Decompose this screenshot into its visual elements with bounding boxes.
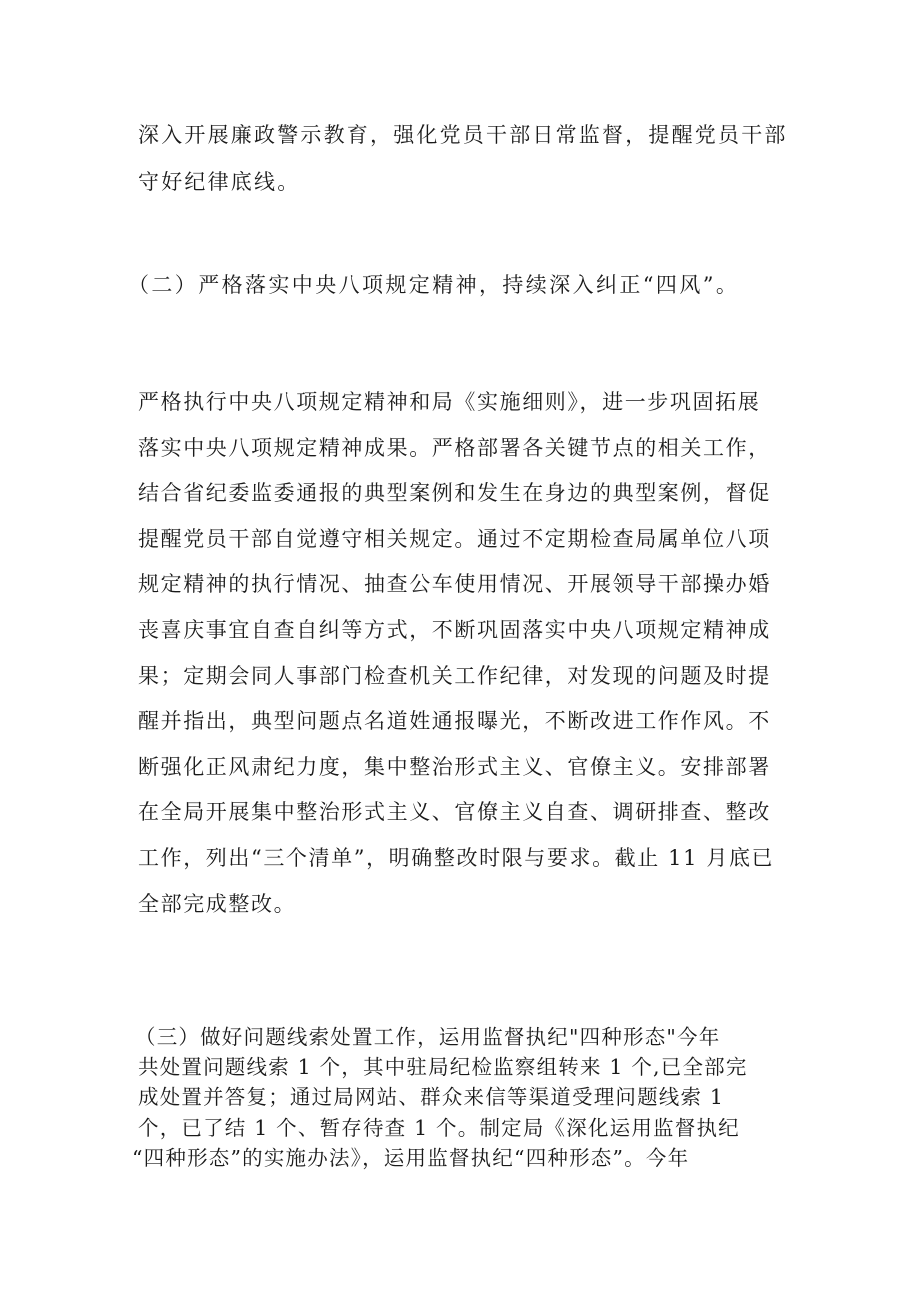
- section-heading-eight-regulations: [128, 262, 798, 309]
- heading-text: （二）严格落实中央八项规定精神，持续深入纠正“四风”。: [128, 273, 740, 297]
- paragraph-eight-regulations: [138, 380, 798, 927]
- text-line: 规定精神的执行情况、抽查公车使用情况、开展领导干部操办婚: [138, 572, 771, 597]
- text-line: 在全局开展集中整治形式主义、官僚主义自查、调研排查、整改: [138, 800, 771, 825]
- text-line: 落实中央八项规定精神成果。严格部署各关键节点的相关工作，: [138, 435, 771, 460]
- text-line: 个，已了结 1 个、暂存待查 1 个。制定局《深化运用监督执纪: [138, 1115, 740, 1140]
- text-line: 醒并指出，典型问题点名道姓通报曝光，不断改进工作作风。不: [138, 709, 771, 734]
- text-line: 结合省纪委监委通报的典型案例和发生在身边的典型案例，督促: [138, 481, 771, 506]
- text-line: 断强化正风肃纪力度，集中整治形式主义、官僚主义。安排部署: [138, 754, 771, 779]
- text-line: 提醒党员干部自觉遵守相关规定。通过不定期检查局属单位八项: [138, 526, 771, 551]
- text-line: 共处置问题线索 1 个，其中驻局纪检监察组转来 1 个,已全部完: [138, 1055, 748, 1080]
- text-line: 严格执行中央八项规定精神和局《实施细则》，进一步巩固拓展: [138, 390, 761, 414]
- paragraph-problem-clues: [132, 1022, 798, 1173]
- text-line: 成处置并答复；通过局网站、群众来信等渠道受理问题线索 1: [138, 1085, 725, 1110]
- text-line: 丧喜庆事宜自查自纠等方式，不断巩固落实中央八项规定精神成: [138, 617, 771, 642]
- text-line: 果；定期会同人事部门检查机关工作纪律，对发现的问题及时提: [138, 663, 771, 688]
- text-line: （三）做好问题线索处置工作，运用监督执纪"四种形态"今年: [135, 1025, 721, 1049]
- text-line: 深入开展廉政警示教育，强化党员干部日常监督，提醒党员干部: [138, 123, 788, 147]
- text-line: 守好纪律底线。: [138, 170, 301, 194]
- paragraph-supervision-education: [138, 112, 798, 206]
- text-line: 全部完成整改。: [138, 891, 297, 916]
- text-line: “四种形态”的实施办法》，运用监督执纪“四种形态”。今年: [132, 1145, 690, 1170]
- text-line: 工作，列出“三个清单”，明确整改时限与要求。截止 11 月底已: [138, 845, 775, 870]
